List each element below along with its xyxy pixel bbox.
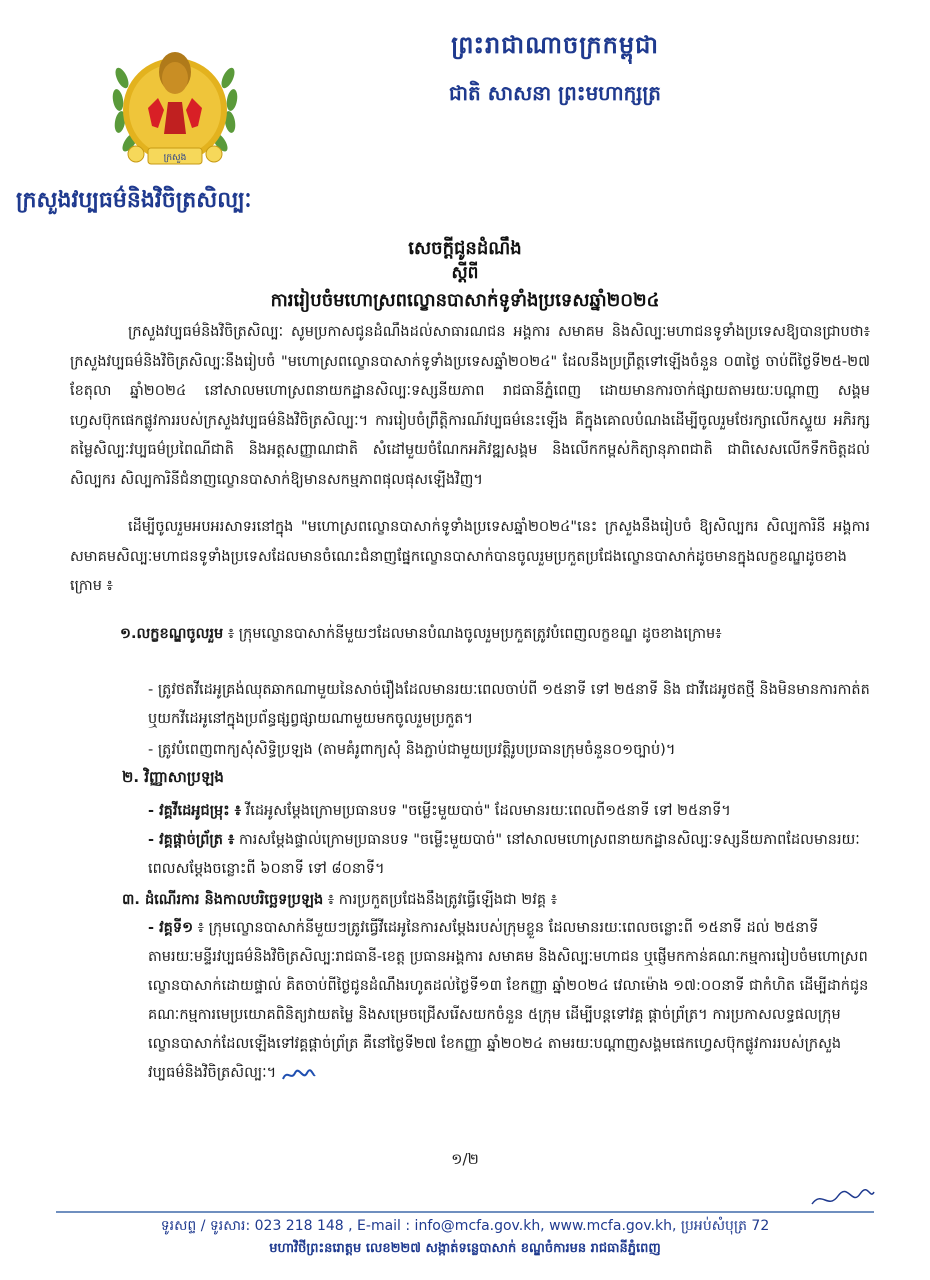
section-3-bullet-1-label: - វគ្គទី១ [148, 920, 194, 936]
section-2-title: ២. វិញ្ញាសាប្រឡង [122, 768, 224, 786]
notice-title: សេចក្តីជូនដំណឹង [408, 238, 522, 259]
section-2-bullet-2-label: - វគ្គផ្តាច់ព្រ័ត្រ ៖ [148, 832, 235, 848]
ministry-seal-icon [108, 38, 242, 178]
footer-divider [56, 1211, 874, 1213]
section-1-bullet-2: - ត្រូវបំពេញពាក្យសុំសិទ្ធិប្រឡង (តាមគំរូពាក្យសុំ និងភ្ជាប់ជាមួយប្រវត្តិរូបប្រធានក្រុមចំនួន០១ច្បាប់)។ [148, 742, 676, 758]
section-2-bullet-1-label: - វគ្គវីដេអូជម្រុះ ៖ [148, 803, 242, 819]
footer-address: មហាវិថីព្រះនរោត្តម លេខ២២៧ សង្កាត់ទន្លេបាសាក់ ខណ្ឌចំការមន រាជធានីភ្នំពេញ [269, 1241, 661, 1256]
notice-subject: ការរៀបចំមហោស្រពល្ខោនបាសាក់ទូទាំងប្រទេសឆ្នាំ២០២៤ [270, 290, 660, 311]
section-2-bullet-2 [148, 826, 870, 884]
section-1-text: ៖ ក្រុមល្ខោនបាសាក់នីមួយៗដែលមានបំណងចូលរួមប្រកួតត្រូវបំពេញលក្ខខណ្ឌ ដូចខាងក្រោម៖ [227, 626, 722, 642]
section-3-text: ៖ ការប្រកួតប្រជែងនឹងត្រូវធ្វើឡើងជា ២វគ្គ ៖ [327, 892, 558, 908]
footer-contact: ទូរសព្ទ / ទូរសារ: 023 218 148 , E-mail : info@mcfa.gov.kh, www.mcfa.gov.kh, ប្រអប់សំបុត្រ 72 [160, 1218, 770, 1234]
intro-paragraph: ក្រសួងវប្បធម៌និងវិចិត្រសិល្បៈ សូមប្រកាសជូនដំណឹងដល់សាធារណជន អង្គការ សមាគម និងសិល្បៈមហាជនទូទាំងប្រទេសឱ្យបានជ្រាបថា៖ ក្រសួងវប្បធម៌និងវិចិត្រសិល្បៈនឹងរៀបចំ "មហោស្រពល្ខោនបាសាក់ទូទាំងប្រទេសឆ្នាំ២០២៤" ដែលនឹងប្រព្រឹត្តទៅឡើងចំនួន ០៣ថ្ងៃ ចាប់ពីថ្ងៃទី២៥-២៧ ខែតុលា ឆ្នាំ២០២៤ នៅសាលមហោស្រពនាយកដ្ឋានសិល្បៈទស្សនីយភាព រាជធានីភ្នំពេញ ដោយមានការចាក់ផ្សាយតាមរយៈបណ្តាញ សង្គមហ្វេសប៊ុកផេកផ្លូវការរបស់ក្រសួងវប្បធម៌និងវិចិត្រសិល្បៈ។ ការរៀបចំព្រឹត្តិការណ៍វប្បធម៌នេះឡើង គឺក្នុងគោលបំណងដើម្បីចូលរួមថែរក្សាលើកស្ទួយ អភិរក្សតម្លៃសិល្បៈវប្បធម៌ប្រពៃណីជាតិ និងអត្តសញ្ញាណជាតិ សំដៅមួយចំណែកអភិវឌ្ឍសង្គម និងលើកកម្ពស់កិត្យានុភាពជាតិ ជាពិសេសលើកទឹកចិត្តដល់សិល្បករ សិល្បការិនីជំនាញល្ខោនបាសាក់ឱ្យមានសកម្មភាពផុលផុសឡើងវិញ។ [70, 324, 870, 488]
second-paragraph: ដើម្បីចូលរួមអបអរសាទរនៅក្នុង "មហោស្រពល្ខោនបាសាក់ទូទាំងប្រទេសឆ្នាំ២០២៤"នេះ ក្រសួងនឹងរៀបចំ ឱ្យសិល្បករ សិល្បការិនី អង្គការ សមាគមសិល្បៈមហាជនទូទាំងប្រទេសដែលមានចំណេះជំនាញផ្នែកល្ខោនបាសាក់បានចូលរួមប្រកួតប្រជែងល្ខោនបាសាក់ដូចមានក្នុងលក្ខខណ្ឌដូចខាងក្រោម ៖ [70, 519, 870, 594]
section-2-bullet-1-text: វីដេអូសម្តែងក្រោមប្រធានបទ "ចម្លើះមួយបាច់" ដែលមានរយៈពេលពី១៥នាទី ទៅ ២៥នាទី។ [245, 803, 731, 819]
section-3 [122, 886, 882, 916]
section-2-bullet-1 [148, 797, 870, 826]
signature-mark [808, 1180, 878, 1214]
section-1 [70, 620, 870, 650]
ministry-logo [108, 38, 242, 178]
initials-mark [281, 1065, 317, 1081]
section-1-bullet-1: - ត្រូវថតវីដេអូគ្រង់ឈុតឆាកណាមួយនៃសាច់រឿងដែលមានរយៈពេលចាប់ពី ១៥នាទី ទៅ ២៥នាទី និង ជាវីដេអូថតថ្មី និងមិនមានការកាត់ត ឬយកវីដេអូនៅក្នុងប្រព័ន្ធផ្សព្វផ្សាយណាមួយមកចូលរួមប្រកួត។ [148, 682, 870, 727]
page-number: ១/២ [451, 1150, 479, 1168]
section-3-bullet-1-text: ៖ ក្រុមល្ខោនបាសាក់នីមួយៗត្រូវធ្វើវីដេអូនៃការសម្តែងរបស់ក្រុមខ្លួន ដែលមានរយៈពេលចន្លោះពី ១៥នាទី ដល់ ២៥នាទី តាមរយៈមន្ទីរវប្បធម៌និងវិចិត្រសិល្បៈរាជធានី-ខេត្ត ប្រធានអង្គការ សមាគម និងសិល្បៈមហាជន ឬផ្ញើមកកាន់គណៈកម្មការរៀបចំមហោស្រពល្ខោនបាសាក់ដោយផ្ទាល់ គិតចាប់ពីថ្ងៃជូនដំណឹងរហូតដល់ថ្ងៃទី១៣ ខែកញ្ញា ឆ្នាំ២០២៤ វេលាម៉ោង ១៧:០០នាទី ជាកំហិត ដើម្បីដាក់ជូនគណៈកម្មការមេប្រយោគពិនិត្យវាយតម្លៃ និងសម្រេចជ្រើសរើសយកចំនួន ៥ក្រុម ដើម្បីបន្តទៅវគ្គ ផ្តាច់ព្រ័ត្រ។ ការប្រកាសលទ្ធផលក្រុមល្ខោនបាសាក់ដែលឡើងទៅវគ្គផ្តាច់ព្រ័ត្រ គឺនៅថ្ងៃទី២៧ ខែកញ្ញា ឆ្នាំ២០២៤ តាមរយៈបណ្តាញសង្គមផេកហ្វេសប៊ុកផ្លូវការរបស់ក្រសួងវប្បធម៌និងវិចិត្រសិល្បៈ។ [148, 920, 869, 1081]
notice-subtitle: ស្តីពី [451, 263, 479, 283]
section-3-title: ៣. ដំណើរការ និងកាលបរិច្ឆេទប្រឡង [122, 892, 324, 908]
national-motto: ជាតិ សាសនា ព្រះមហាក្សត្រ [449, 81, 661, 105]
kingdom-title: ព្រះរាជាណាចក្រកម្ពុជា [451, 30, 659, 59]
section-2-bullet-2-text: ការសម្តែងផ្ទាល់ក្រោមប្រធានបទ "ចម្លើះមួយបាច់" នៅសាលមហោស្រពនាយកដ្ឋានសិល្បៈទស្សនីយភាពដែលមានរយៈពេលសម្តែងចន្លោះពី ៦០នាទី ទៅ ៨០នាទី។ [148, 832, 860, 877]
logo-text: ក្រសួង [163, 153, 187, 163]
section-3-bullet-1 [148, 914, 870, 1088]
section-1-title: ១.លក្ខខណ្ឌចូលរួម [120, 626, 224, 642]
ministry-name: ក្រសួងវប្បធម៌និងវិចិត្រសិល្បៈ [16, 187, 252, 213]
